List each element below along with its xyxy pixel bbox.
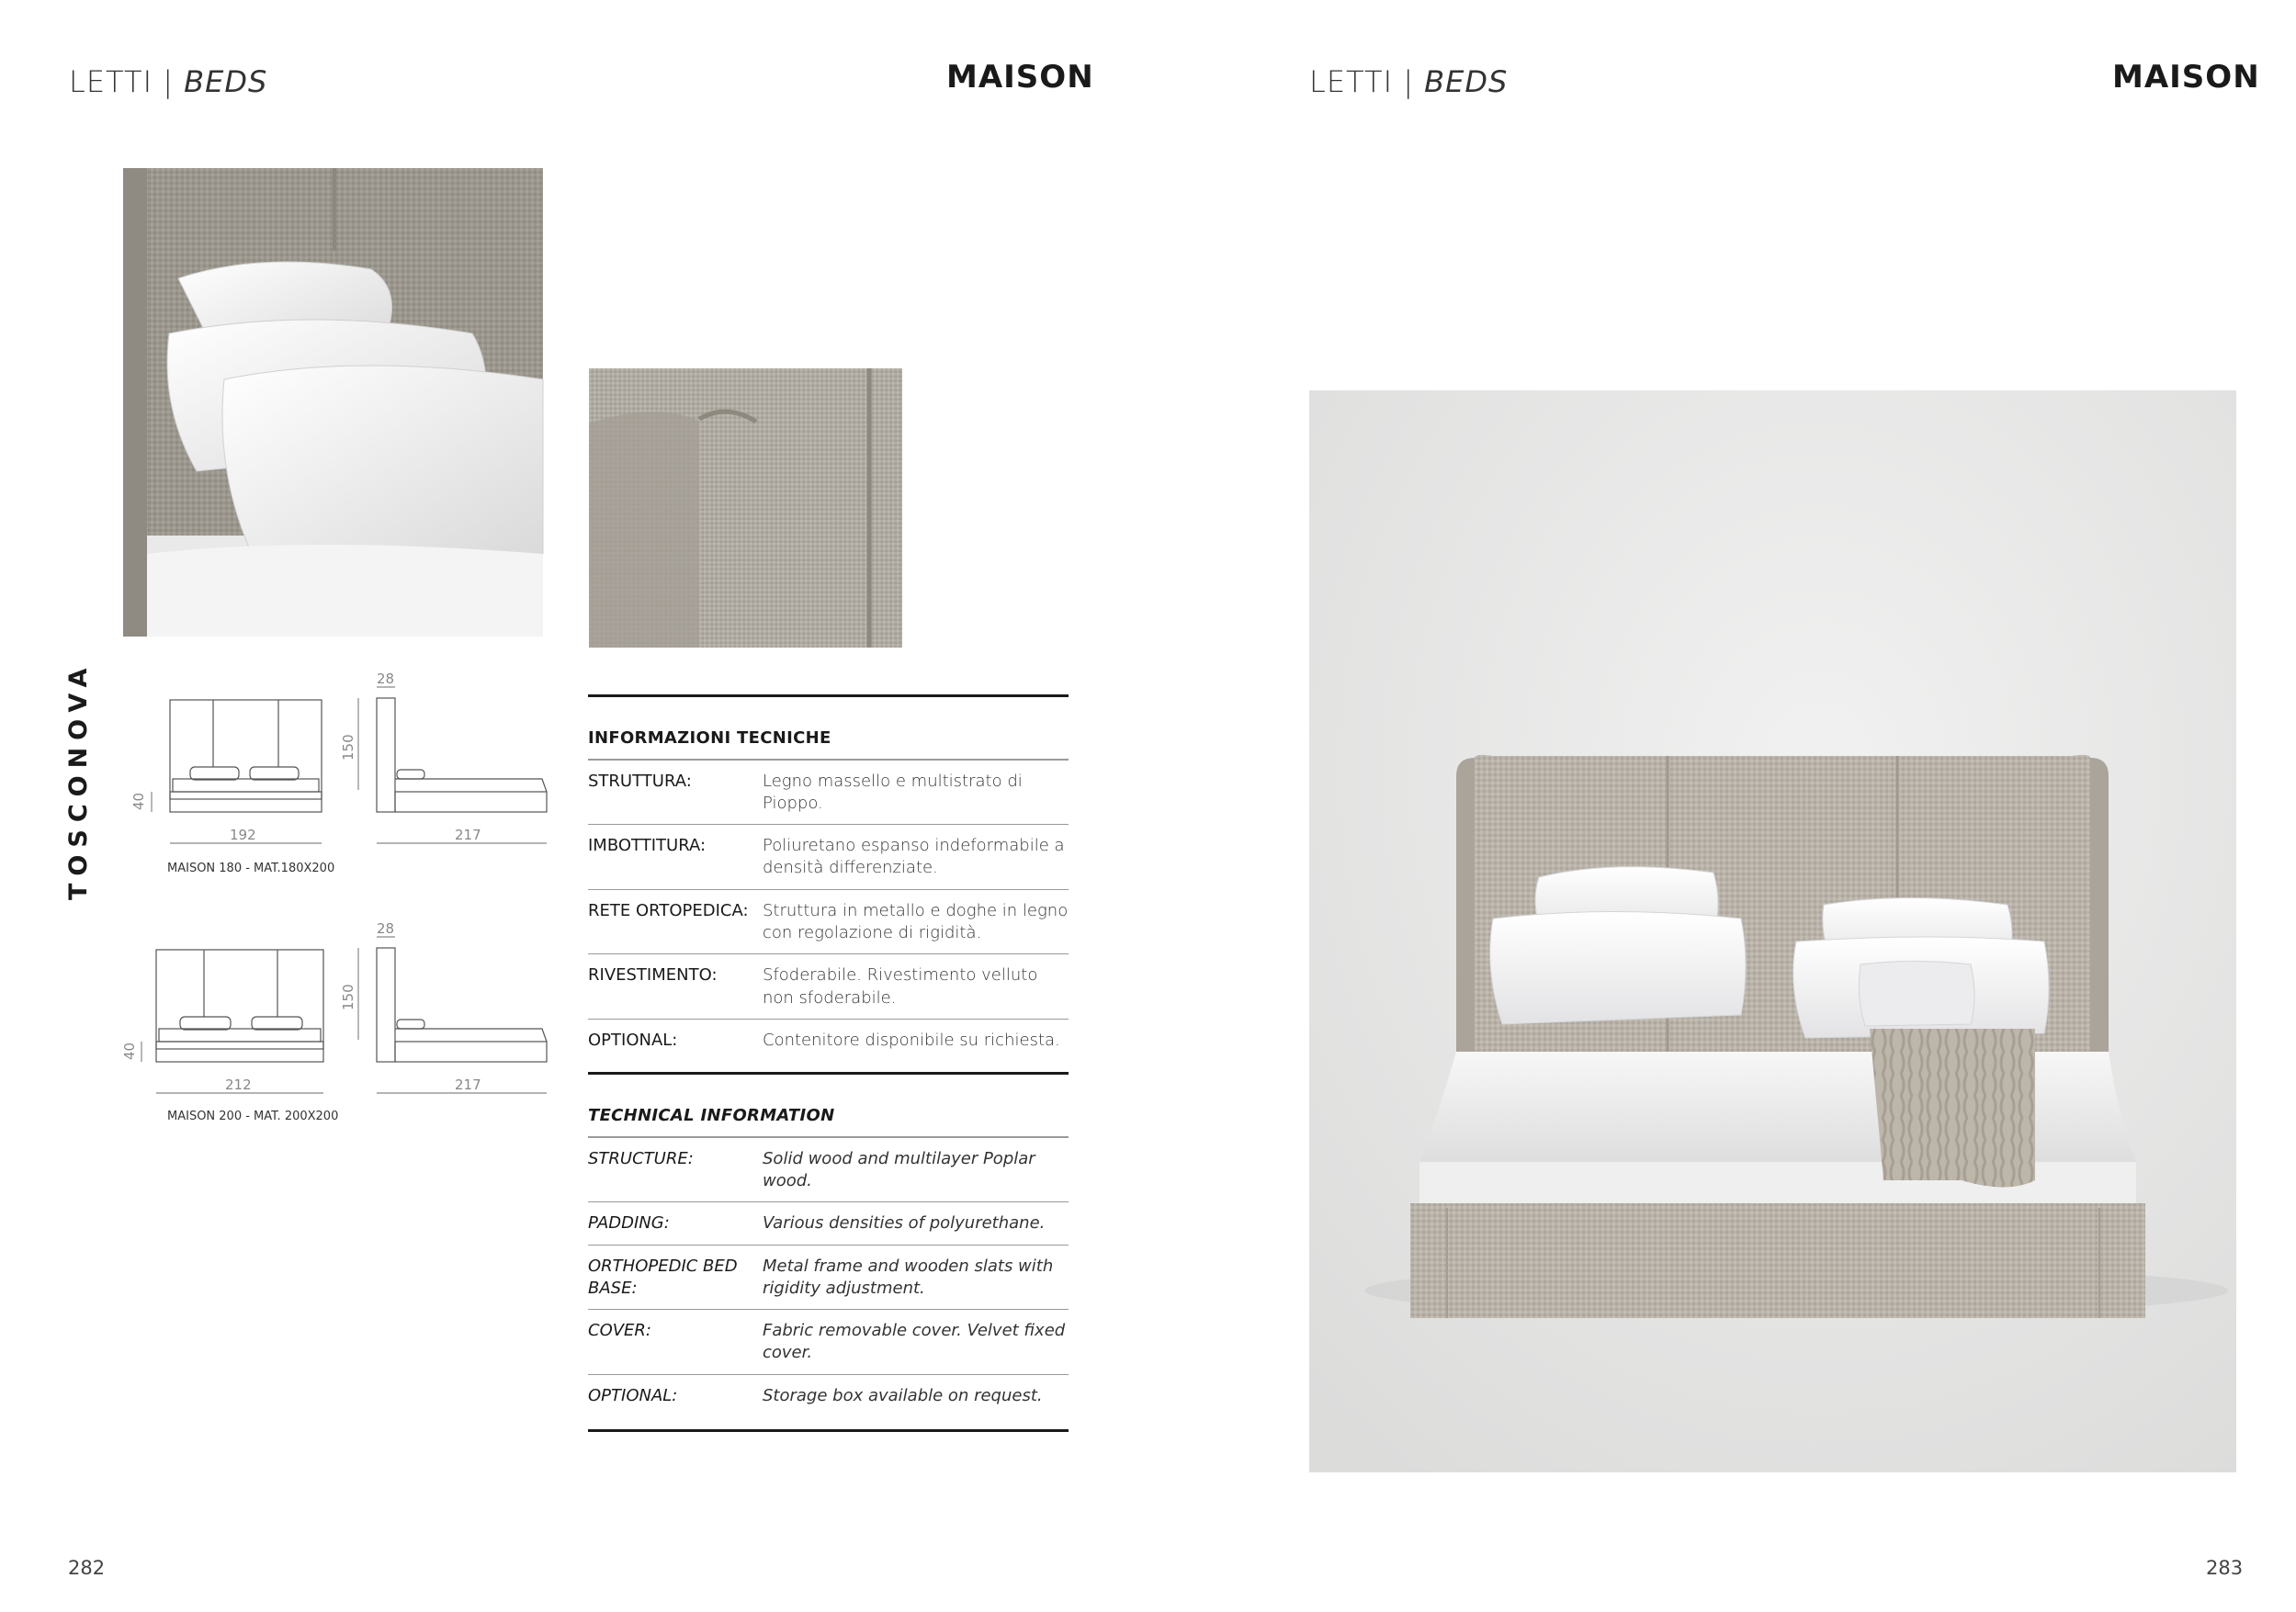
- table-row: [588, 889, 1069, 954]
- section-header-left: [69, 64, 267, 99]
- row-label: OPTIONAL:: [588, 1385, 678, 1405]
- drawing-caption-200: MAISON 200 - MAT. 200X200: [167, 1110, 339, 1123]
- dim-height-180: 40: [130, 792, 147, 810]
- table-row: [588, 954, 1069, 1020]
- brand-title-left: MAISON: [946, 59, 1094, 96]
- header-category: LETTI |: [69, 64, 174, 99]
- page-number-left: 282: [68, 1557, 106, 1579]
- row-value: Legno massello e multistrato di Pioppo.: [763, 761, 1069, 825]
- table-row: [588, 1310, 1069, 1375]
- row-label: PADDING:: [588, 1202, 763, 1245]
- table-row: [588, 825, 1069, 890]
- dim-head-200: 150: [340, 984, 356, 1010]
- tech-info-it-title: INFORMAZIONI TECNICHE: [588, 728, 831, 748]
- rule-bottom: [588, 1429, 1069, 1432]
- tech-info-en-title: TECHNICAL INFORMATION: [588, 1106, 835, 1126]
- brand-title-right: MAISON: [2112, 59, 2260, 96]
- row-label: IMBOTTITURA:: [588, 825, 763, 890]
- row-value: Contenitore disponibile su richiesta.: [763, 1030, 1060, 1050]
- technical-drawing-200: [121, 920, 560, 1132]
- row-value: Storage box available on request.: [763, 1385, 1043, 1405]
- table-row: [588, 1245, 1069, 1310]
- photo-bed-main: [1309, 390, 2236, 1472]
- header-category-en: BEDS: [1424, 64, 1509, 99]
- row-label: ORTHOPEDIC BED BASE:: [588, 1245, 763, 1310]
- photo-fabric-detail: [589, 368, 902, 648]
- dim-width-180: 192: [230, 827, 256, 843]
- vertical-brand-label: TOSCONOVA: [64, 660, 93, 900]
- table-row: [588, 1019, 1069, 1061]
- row-label: COVER:: [588, 1310, 763, 1375]
- photo-headboard-pillows: [123, 168, 543, 637]
- dim-top-200: 28: [377, 920, 395, 937]
- row-label: STRUCTURE:: [588, 1138, 763, 1202]
- header-category: LETTI |: [1309, 64, 1414, 99]
- dim-depth-200: 217: [455, 1077, 481, 1093]
- row-value: Solid wood and multilayer Poplar wood.: [763, 1138, 1069, 1202]
- section-header-right: [1309, 64, 1508, 99]
- row-label: RETE ORTOPEDICA:: [588, 889, 763, 954]
- table-row: [588, 1374, 1069, 1416]
- row-label: RIVESTIMENTO:: [588, 954, 763, 1020]
- tech-info-it: [588, 694, 1069, 1432]
- page-number-right: 283: [2206, 1557, 2244, 1579]
- table-row: [588, 1138, 1069, 1202]
- table-row: [588, 1202, 1069, 1245]
- row-label: STRUTTURA:: [588, 761, 763, 825]
- header-category-en: BEDS: [184, 64, 268, 99]
- tech-info-it-table: [588, 761, 1069, 1062]
- row-value: Various densities of polyurethane.: [763, 1202, 1069, 1245]
- dim-head-180: 150: [340, 734, 356, 761]
- row-value: Fabric removable cover. Velvet fixed cover.: [763, 1310, 1069, 1375]
- dim-depth-180: 217: [455, 827, 481, 843]
- row-value: Sfoderabile. Rivestimento velluto non sfoderabile.: [763, 954, 1069, 1020]
- dim-top-180: 28: [377, 671, 395, 687]
- drawing-caption-180: MAISON 180 - MAT.180X200: [167, 862, 335, 875]
- row-value: Struttura in metallo e doghe in legno con regolazione di rigidità.: [763, 889, 1069, 954]
- technical-drawing-180: [129, 671, 560, 882]
- row-value: Metal frame and wooden slats with rigidity adjustment.: [763, 1245, 1069, 1310]
- dim-width-200: 212: [225, 1077, 252, 1093]
- dim-height-200: 40: [121, 1042, 138, 1060]
- row-label: OPTIONAL:: [588, 1030, 678, 1050]
- table-row: [588, 761, 1069, 825]
- row-value: Poliuretano espanso indeformabile a densità differenziate.: [763, 825, 1069, 890]
- tech-info-en-table: [588, 1138, 1069, 1416]
